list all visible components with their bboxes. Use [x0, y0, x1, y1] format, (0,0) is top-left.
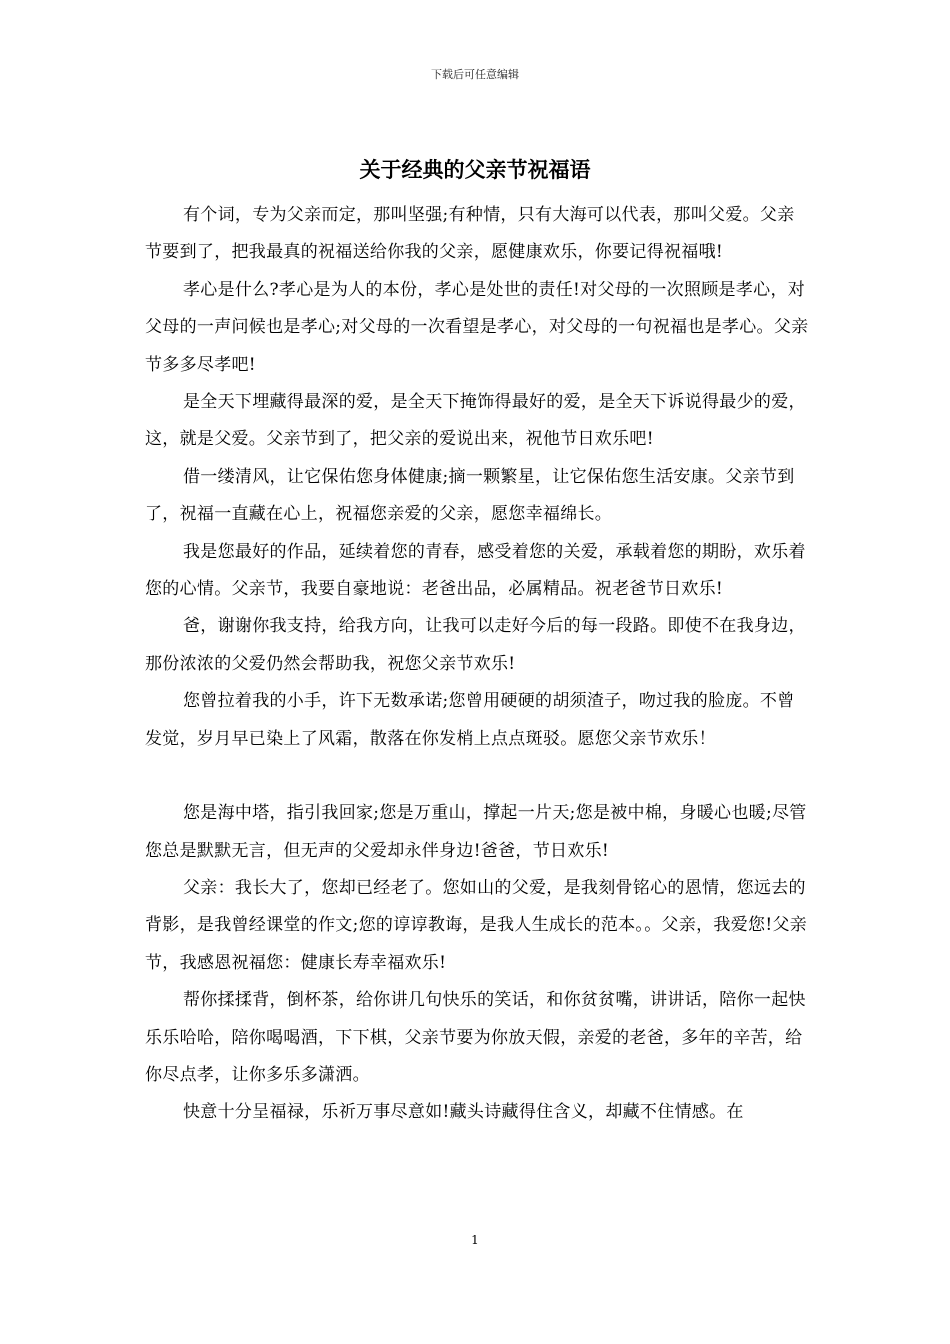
document-body	[145, 197, 810, 1132]
paragraph: 父亲：我长大了，您却已经老了。您如山的父爱，是我刻骨铭心的恩情，您远去的背影，是我曾经课堂的作文;您的谆谆教诲，是我人生成长的范本。。父亲，我爱您!父亲节，我感恩祝福您：健康长寿幸福欢乐!	[145, 877, 808, 973]
document-title: 关于经典的父亲节祝福语	[359, 157, 591, 182]
paragraph: 借一缕清风，让它保佑您身体健康;摘一颗繁星，让它保佑您生活安康。父亲节到了，祝福一直藏在心上，祝福您亲爱的父亲，愿您幸福绵长。	[145, 466, 795, 525]
paragraph: 您是海中塔，指引我回家;您是万重山，撑起一片天;您是被中棉，身暖心也暖;尽管您总是默默无言，但无声的父爱却永伴身边!爸爸，节日欢乐!	[145, 803, 807, 861]
paragraph: 孝心是什么?孝心是为人的本份，孝心是处世的责任!对父母的一次照顾是孝心，对父母的一声问候也是孝心;对父母的一次看望是孝心，对父母的一句祝福也是孝心。父亲节多多尽孝吧!	[145, 279, 809, 375]
paragraph: 我是您最好的作品，延续着您的青春，感受着您的关爱，承载着您的期盼，欢乐着您的心情。父亲节，我要自豪地说：老爸出品，必属精品。祝老爸节日欢乐!	[145, 541, 806, 600]
paragraph: 帮你揉揉背，倒杯茶，给你讲几句快乐的笑话，和你贫贫嘴，讲讲话，陪你一起快乐乐哈哈，陪你喝喝酒，下下棋，父亲节要为你放天假，亲爱的老爸，多年的辛苦，给你尽点孝，让你多乐多潇洒。	[145, 990, 806, 1085]
paragraph: 有个词，专为父亲而定，那叫坚强;有种情，只有大海可以代表，那叫父爱。父亲节要到了，把我最真的祝福送给你我的父亲，愿健康欢乐，你要记得祝福哦!	[145, 205, 795, 263]
paragraph: 是全天下埋藏得最深的爱，是全天下掩饰得最好的爱，是全天下诉说得最少的爱，这，就是父爱。父亲节到了，把父亲的爱说出来，祝他节日欢乐吧!	[145, 392, 806, 450]
paragraph: 快意十分呈福禄，乐祈万事尽意如!藏头诗藏得住含义，却藏不住情感。在	[183, 1102, 744, 1123]
paragraph: 您曾拉着我的小手，许下无数承诺;您曾用硬硬的胡须渣子，吻过我的脸庞。不曾发觉，岁月早已染上了风霜，散落在你发梢上点点斑驳。愿您父亲节欢乐！	[145, 691, 795, 749]
page-header: 下载后可任意编辑	[431, 68, 519, 81]
paragraph: 爸，谢谢你我支持，给我方向，让我可以走好今后的每一段路。即使不在我身边，那份浓浓的父爱仍然会帮助我，祝您父亲节欢乐!	[145, 616, 806, 674]
page-number: 1	[471, 1233, 479, 1247]
